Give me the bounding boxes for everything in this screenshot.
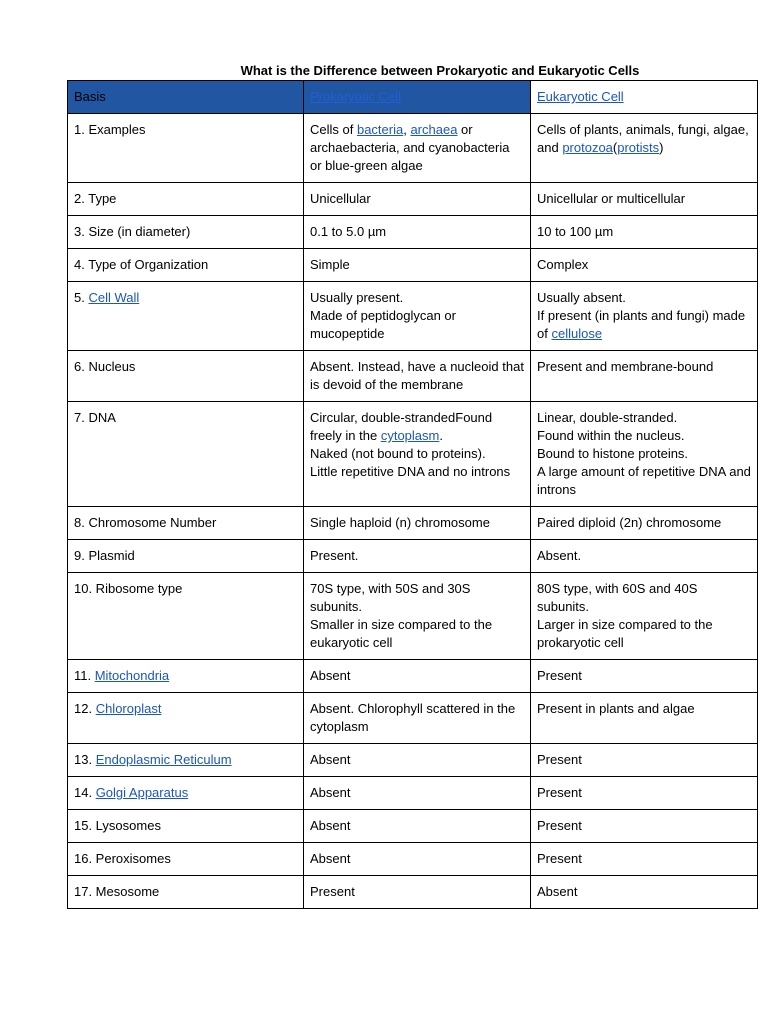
- cell-text: 70S type, with 50S and 30S subunits.: [310, 581, 471, 614]
- basis-cell: [68, 249, 304, 282]
- prokaryotic-cell: [304, 351, 531, 402]
- header-prokaryotic-link[interactable]: [304, 81, 531, 114]
- prokaryotic-cell: [304, 282, 531, 351]
- prokaryotic-cell: [304, 777, 531, 810]
- cell-line: [537, 223, 751, 241]
- cell-text: Present: [310, 884, 355, 899]
- cell-text: Linear, double-stranded.: [537, 410, 678, 425]
- cell-text: or archaebacteria, and cyanobacteria or blue-green algae: [310, 122, 510, 173]
- cell-text: Simple: [310, 257, 350, 272]
- basis-cell: [68, 843, 304, 876]
- comparison-table: [67, 80, 758, 909]
- cell-text: Circular, double-strandedFound freely in the: [310, 410, 493, 443]
- prokaryotic-cell: [304, 216, 531, 249]
- cell-text: Absent: [310, 851, 351, 866]
- cell-line: [537, 580, 751, 616]
- cell-text: Absent. Instead, have a nucleoid that is devoid of the membrane: [310, 359, 524, 392]
- header-basis: Basis: [68, 81, 304, 114]
- eukaryotic-cell: [531, 183, 758, 216]
- basis-cell: [68, 507, 304, 540]
- cell-line: [310, 547, 524, 565]
- cell-text: 1. Examples: [74, 122, 146, 137]
- cell-text: 6. Nucleus: [74, 359, 136, 374]
- basis-cell: [68, 402, 304, 507]
- cell-text: Present: [537, 785, 582, 800]
- prokaryotic-cell: [304, 744, 531, 777]
- cell-line: [310, 256, 524, 274]
- cell-text: 2. Type: [74, 191, 117, 206]
- cell-text: 10. Ribosome type: [74, 581, 183, 596]
- prokaryotic-cell: [304, 573, 531, 660]
- cell-line: [310, 667, 524, 685]
- table-header-row: [68, 81, 758, 114]
- cell-text: Larger in size compared to the prokaryotic cell: [537, 617, 713, 650]
- eukaryotic-cell: [531, 114, 758, 183]
- cell-text: Present: [537, 851, 582, 866]
- basis-cell: [68, 282, 304, 351]
- cell-line: [537, 700, 751, 718]
- cell-text: Absent: [310, 818, 351, 833]
- cell-text: ,: [403, 122, 411, 137]
- eukaryotic-cell: [531, 351, 758, 402]
- cell-line: [310, 514, 524, 532]
- cell-text: .: [439, 428, 443, 443]
- archaea-link[interactable]: archaea: [410, 122, 458, 137]
- cell-text: Single haploid (n) chromosome: [310, 515, 490, 530]
- cellulose-link[interactable]: cellulose: [551, 326, 603, 341]
- eukaryotic-cell: [531, 744, 758, 777]
- cell-line: [537, 121, 751, 157]
- cell-line: [310, 358, 524, 394]
- table-row: [68, 540, 758, 573]
- cell-line: [310, 409, 524, 445]
- eukaryotic-cell: [531, 540, 758, 573]
- table-row: [68, 876, 758, 909]
- cell-line: [537, 427, 751, 445]
- cell-text: 11.: [74, 668, 95, 683]
- cell-text: If present (in plants and fungi) made of: [537, 308, 746, 341]
- cell-text: Present.: [310, 548, 359, 563]
- cell-line: [310, 700, 524, 736]
- cell-line: [537, 547, 751, 565]
- prokaryotic-cell: [304, 540, 531, 573]
- basis-cell: [68, 744, 304, 777]
- header-eukaryotic-link[interactable]: [531, 81, 758, 114]
- cell-line: [537, 307, 751, 343]
- cell-text: Naked (not bound to proteins).: [310, 446, 486, 461]
- cell-line: [310, 223, 524, 241]
- basis-cell: [68, 660, 304, 693]
- cell-text: 8. Chromosome Number: [74, 515, 217, 530]
- cell-wall-link[interactable]: Cell Wall: [88, 290, 140, 305]
- basis-cell: [68, 216, 304, 249]
- table-row: [68, 660, 758, 693]
- eukaryotic-cell: [531, 507, 758, 540]
- table-row: [68, 693, 758, 744]
- table-row: [68, 216, 758, 249]
- table-row: [68, 744, 758, 777]
- prokaryotic-cell: [304, 693, 531, 744]
- cell-line: [310, 817, 524, 835]
- eukaryotic-cell: [531, 843, 758, 876]
- cell-text: Complex: [537, 257, 589, 272]
- eukaryotic-cell: [531, 660, 758, 693]
- cell-text: Unicellular or multicellular: [537, 191, 686, 206]
- cell-text: 80S type, with 60S and 40S subunits.: [537, 581, 698, 614]
- cell-line: [310, 190, 524, 208]
- cell-text: Paired diploid (2n) chromosome: [537, 515, 722, 530]
- cell-line: [537, 409, 751, 427]
- table-row: [68, 507, 758, 540]
- table-row: [68, 282, 758, 351]
- prokaryotic-cell: [304, 876, 531, 909]
- cell-text: Cells of plants, animals, fungi, algae, and: [537, 122, 749, 155]
- protists-link[interactable]: protists: [617, 140, 660, 155]
- cell-line: [537, 289, 751, 307]
- cell-line: [537, 514, 751, 532]
- cell-line: [310, 784, 524, 802]
- prokaryotic-cell: [304, 660, 531, 693]
- cell-line: [537, 445, 751, 463]
- basis-cell: [68, 183, 304, 216]
- cell-text: 0.1 to 5.0 µm: [310, 224, 387, 239]
- eukaryotic-cell: [531, 282, 758, 351]
- header-prokaryotic-label[interactable]: Prokaryotic Cell: [310, 89, 402, 104]
- cell-line: [310, 580, 524, 616]
- protozoa-link[interactable]: protozoa: [562, 140, 613, 155]
- cell-text: Present: [537, 818, 582, 833]
- endoplasmic-reticulum-link[interactable]: Endoplasmic Reticulum: [95, 752, 232, 767]
- cell-line: [310, 616, 524, 652]
- table-row: [68, 183, 758, 216]
- cell-line: [310, 751, 524, 769]
- cell-text: Found within the nucleus.: [537, 428, 685, 443]
- cell-text: Smaller in size compared to the eukaryotic cell: [310, 617, 493, 650]
- cell-line: [537, 616, 751, 652]
- cell-text: Made of peptidoglycan or mucopeptide: [310, 308, 456, 341]
- page-title: What is the Difference between Prokaryotic and Eukaryotic Cells: [240, 63, 640, 78]
- cell-text: Present: [537, 752, 582, 767]
- table-row: [68, 573, 758, 660]
- eukaryotic-cell: [531, 693, 758, 744]
- cell-text: 9. Plasmid: [74, 548, 135, 563]
- cell-text: 12.: [74, 701, 96, 716]
- cell-line: [310, 445, 524, 463]
- cell-text: 7. DNA: [74, 410, 116, 425]
- cell-text: Absent: [310, 668, 351, 683]
- prokaryotic-cell: [304, 507, 531, 540]
- cell-text: 17. Mesosome: [74, 884, 160, 899]
- basis-cell: [68, 540, 304, 573]
- bacteria-link[interactable]: bacteria: [356, 122, 404, 137]
- cell-text: Little repetitive DNA and no introns: [310, 464, 511, 479]
- cell-line: [310, 307, 524, 343]
- cell-line: [310, 463, 524, 481]
- prokaryotic-cell: [304, 810, 531, 843]
- table-row: [68, 249, 758, 282]
- cell-line: [310, 883, 524, 901]
- basis-cell: [68, 114, 304, 183]
- cell-line: [310, 850, 524, 868]
- cell-text: Present and membrane-bound: [537, 359, 714, 374]
- cell-text: A large amount of repetitive DNA and introns: [537, 464, 751, 497]
- eukaryotic-cell: [531, 777, 758, 810]
- mitochondria-link[interactable]: Mitochondria: [94, 668, 170, 683]
- cell-text: 3. Size (in diameter): [74, 224, 191, 239]
- prokaryotic-cell: [304, 114, 531, 183]
- eukaryotic-cell: [531, 876, 758, 909]
- table-row: [68, 777, 758, 810]
- basis-cell: [68, 876, 304, 909]
- chloroplast-link[interactable]: Chloroplast: [95, 701, 162, 716]
- cell-line: [537, 190, 751, 208]
- cell-line: [537, 883, 751, 901]
- prokaryotic-cell: [304, 402, 531, 507]
- basis-cell: [68, 573, 304, 660]
- cell-text: Present in plants and algae: [537, 701, 695, 716]
- cell-text: Bound to histone proteins.: [537, 446, 689, 461]
- eukaryotic-cell: [531, 216, 758, 249]
- cell-line: [537, 256, 751, 274]
- cell-text: ): [659, 140, 664, 155]
- table-row: [68, 402, 758, 507]
- basis-cell: [68, 777, 304, 810]
- cell-text: (: [612, 140, 618, 155]
- cytoplasm-link[interactable]: cytoplasm: [380, 428, 440, 443]
- cell-line: [537, 358, 751, 376]
- golgi-apparatus-link[interactable]: Golgi Apparatus: [95, 785, 189, 800]
- cell-line: [537, 817, 751, 835]
- eukaryotic-cell: [531, 402, 758, 507]
- table-row: [68, 114, 758, 183]
- cell-text: Cells of: [310, 122, 357, 137]
- cell-line: [537, 667, 751, 685]
- cell-text: 5.: [74, 290, 89, 305]
- cell-line: [537, 850, 751, 868]
- basis-cell: [68, 810, 304, 843]
- basis-cell: [68, 693, 304, 744]
- cell-line: [310, 289, 524, 307]
- cell-text: 16. Peroxisomes: [74, 851, 171, 866]
- cell-text: Unicellular: [310, 191, 371, 206]
- eukaryotic-cell: [531, 810, 758, 843]
- prokaryotic-cell: [304, 249, 531, 282]
- cell-line: [537, 751, 751, 769]
- table-row: [68, 810, 758, 843]
- prokaryotic-cell: [304, 843, 531, 876]
- cell-text: Absent.: [537, 548, 582, 563]
- table-row: [68, 351, 758, 402]
- table-row: [68, 843, 758, 876]
- cell-text: Absent: [537, 884, 578, 899]
- cell-text: Present: [537, 668, 582, 683]
- cell-text: 15. Lysosomes: [74, 818, 161, 833]
- cell-line: [537, 784, 751, 802]
- cell-text: Absent: [310, 752, 351, 767]
- header-eukaryotic-label[interactable]: Eukaryotic Cell: [537, 89, 624, 104]
- cell-text: Absent. Chlorophyll scattered in the cytoplasm: [310, 701, 516, 734]
- cell-text: 4. Type of Organization: [74, 257, 209, 272]
- basis-cell: [68, 351, 304, 402]
- cell-line: [537, 463, 751, 499]
- prokaryotic-cell: [304, 183, 531, 216]
- cell-text: Usually absent.: [537, 290, 626, 305]
- eukaryotic-cell: [531, 249, 758, 282]
- eukaryotic-cell: [531, 573, 758, 660]
- cell-text: Absent: [310, 785, 351, 800]
- cell-text: 10 to 100 µm: [537, 224, 614, 239]
- cell-text: 13.: [74, 752, 96, 767]
- cell-line: [310, 121, 524, 175]
- cell-text: Usually present.: [310, 290, 404, 305]
- cell-text: 14.: [74, 785, 96, 800]
